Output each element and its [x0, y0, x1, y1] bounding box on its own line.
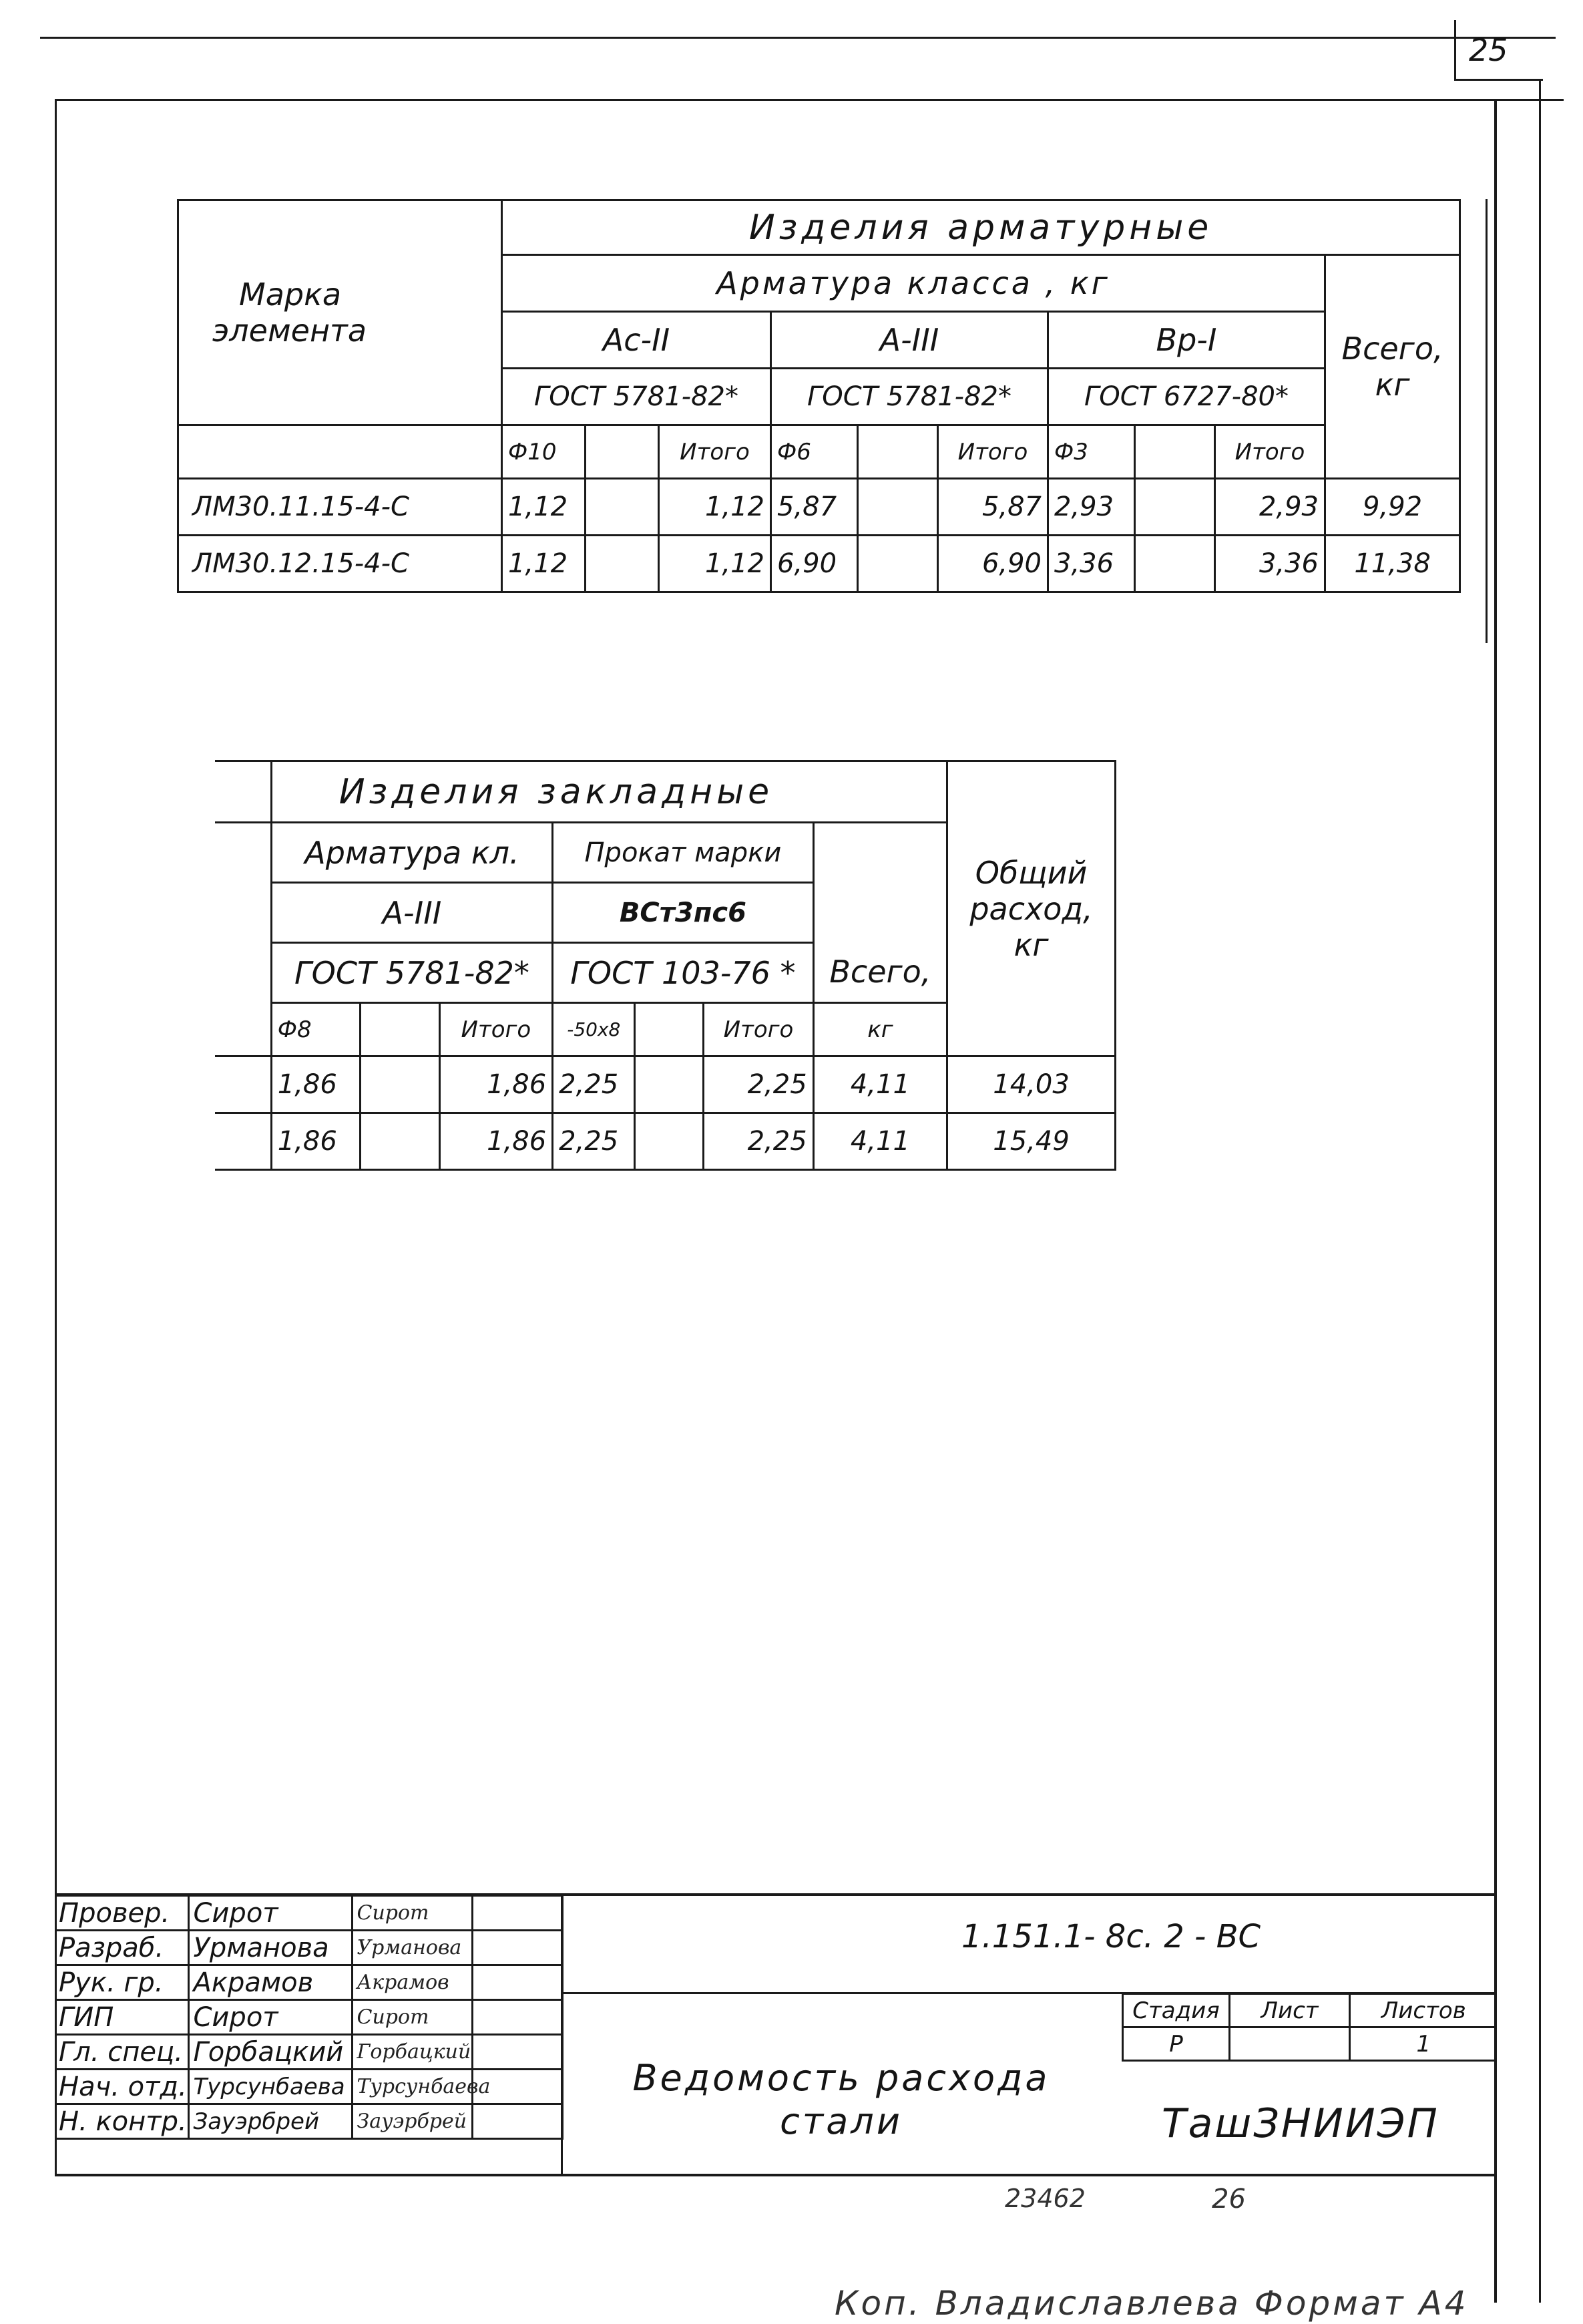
table-row — [215, 1113, 1116, 1170]
class-dia-2: Ф6 — [771, 425, 858, 479]
row-total: 9,92 — [1325, 479, 1460, 536]
stub-cell — [215, 761, 271, 823]
empty-cell — [586, 425, 659, 479]
doc-title — [588, 2057, 1095, 2144]
total-header-cell: Всего, — [813, 823, 947, 1003]
person-name: Горбацкий — [188, 2035, 352, 2070]
stage-value: Р — [1123, 2027, 1230, 2061]
person-name: Акрамов — [188, 1965, 352, 2000]
armature-products-table — [177, 199, 1461, 593]
stub-cell — [215, 823, 271, 1056]
row-value: 2,25 — [704, 1113, 813, 1170]
empty-cell — [858, 536, 938, 592]
embedded-products-table — [215, 760, 1116, 1171]
inventory-number: 23462 — [1005, 2184, 1086, 2213]
row-value: 1,12 — [502, 479, 586, 536]
frame-left-line — [55, 99, 57, 2176]
stub-cell — [215, 1056, 271, 1113]
empty-cell — [635, 1113, 704, 1170]
page-number: 25 — [1469, 32, 1508, 68]
row-overall: 14,03 — [947, 1056, 1116, 1113]
row-value: 2,25 — [553, 1113, 635, 1170]
signature: Сирот — [352, 2000, 472, 2035]
approval-table — [55, 1895, 563, 2140]
person-name: Сирот — [188, 2000, 352, 2035]
overall-header-line1: Общий — [975, 854, 1088, 891]
rolled-title-cell: Прокат марки — [553, 823, 814, 883]
role-label: Рук. гр. — [55, 1965, 188, 2000]
role-label: Разраб. — [55, 1931, 188, 1965]
class-gost-2: ГОСТ 5781-82* — [771, 369, 1048, 425]
class-name-2: А-III — [771, 312, 1048, 369]
overall-header-cell — [947, 761, 1116, 1056]
total-header-line1: Всего, — [1341, 331, 1443, 367]
rolled-gost-cell: ГОСТ 103-76 * — [553, 943, 814, 1003]
overall-header-line3: кг — [1013, 926, 1049, 963]
signature: Горбацкий — [352, 2035, 472, 2070]
empty-cell — [361, 1003, 439, 1056]
doc-title-line2: стали — [780, 2100, 903, 2142]
class-title-cell: Арматура класса , кг — [502, 255, 1325, 312]
class-sum-label-2: Итого — [938, 425, 1048, 479]
stub-cell — [215, 1113, 271, 1170]
row-total: 11,38 — [1325, 536, 1460, 592]
signature: Акрамов — [352, 1965, 472, 2000]
row-value: 2,93 — [1048, 479, 1135, 536]
role-label: Провер. — [55, 1896, 188, 1931]
person-name: Зауэрбрей — [188, 2104, 352, 2139]
total-unit-cell: кг — [813, 1003, 947, 1056]
role-label: Н. контр. — [55, 2104, 188, 2139]
row-value: 2,25 — [704, 1056, 813, 1113]
stage-label: Стадия — [1123, 1994, 1230, 2027]
empty-cell — [361, 1113, 439, 1170]
date-cell — [472, 2035, 562, 2070]
row-overall: 15,49 — [947, 1113, 1116, 1170]
table-row — [178, 536, 1460, 592]
row-value: 6,90 — [771, 536, 858, 592]
bottom-caption: Коп. Владиславлева Формат А4 — [835, 2284, 1469, 2323]
row-value: 1,86 — [271, 1056, 361, 1113]
armature-dia-cell: Ф8 — [271, 1003, 361, 1056]
row-value: 2,25 — [553, 1056, 635, 1113]
date-cell — [472, 2104, 562, 2139]
signature: Урманова — [352, 1931, 472, 1965]
row-mark: ЛМ30.11.15-4-С — [178, 479, 502, 536]
table-row — [215, 1056, 1116, 1113]
class-sum-label-3: Итого — [1215, 425, 1325, 479]
group-title-cell: Изделия арматурные — [502, 200, 1460, 255]
row-value: 3,36 — [1215, 536, 1325, 592]
mark-spacer-cell — [178, 425, 502, 479]
outer-right-line — [1539, 79, 1541, 2303]
row-value: 1,86 — [271, 1113, 361, 1170]
empty-cell — [1135, 536, 1215, 592]
class-name-3: Вр-I — [1048, 312, 1325, 369]
row-mark: ЛМ30.12.15-4-С — [178, 536, 502, 592]
frame-top-line — [55, 99, 1564, 101]
role-label: Гл. спец. — [55, 2035, 188, 2070]
class-gost-3: ГОСТ 6727-80* — [1048, 369, 1325, 425]
signature: Сирот — [352, 1896, 472, 1931]
empty-cell — [635, 1056, 704, 1113]
row-value: 6,90 — [938, 536, 1048, 592]
person-name: Сирот — [188, 1896, 352, 1931]
rolled-sum-label: Итого — [704, 1003, 813, 1056]
empty-cell — [361, 1056, 439, 1113]
empty-cell — [1135, 479, 1215, 536]
date-cell — [472, 2000, 562, 2035]
row-value: 5,87 — [938, 479, 1048, 536]
page-reference: 26 — [1212, 2184, 1246, 2214]
rolled-size-cell: -50х8 — [553, 1003, 635, 1056]
row-value: 1,12 — [659, 479, 771, 536]
armature-title-cell: Арматура кл. — [271, 823, 552, 883]
doc-title-line1: Ведомость расхода — [632, 2057, 1050, 2099]
total-header-line2: кг — [1375, 367, 1410, 403]
row-value: 3,36 — [1048, 536, 1135, 592]
armature-class-cell: А-III — [271, 883, 552, 943]
table1-stub-column — [1459, 199, 1488, 643]
role-label: ГИП — [55, 2000, 188, 2035]
row-total: 4,11 — [813, 1056, 947, 1113]
mark-header-cell — [178, 200, 502, 425]
empty-cell — [1135, 425, 1215, 479]
row-value: 2,93 — [1215, 479, 1325, 536]
mark-header-line1: Марка — [239, 276, 342, 313]
date-cell — [472, 1931, 562, 1965]
class-dia-3: Ф3 — [1048, 425, 1135, 479]
person-name: Урманова — [188, 1931, 352, 1965]
organization-name: ТашЗНИИЭП — [1162, 2100, 1439, 2147]
frame-bottom-line — [55, 2174, 1497, 2176]
empty-cell — [586, 536, 659, 592]
row-value: 1,12 — [659, 536, 771, 592]
top-border-line — [40, 37, 1556, 39]
overall-header-line2: расход, — [969, 890, 1093, 927]
armature-sum-label: Итого — [439, 1003, 553, 1056]
mark-header-line2: элемента — [212, 313, 367, 349]
doc-code: 1.151.1- 8с. 2 - ВС — [961, 1918, 1261, 1955]
table-row — [178, 479, 1460, 536]
signature: Турсунбаева — [352, 2070, 472, 2104]
row-value: 5,87 — [771, 479, 858, 536]
empty-cell — [858, 425, 938, 479]
date-cell — [472, 1965, 562, 2000]
sheets-label: Листов — [1350, 1994, 1497, 2027]
class-gost-1: ГОСТ 5781-82* — [502, 369, 771, 425]
class-sum-label-1: Итого — [659, 425, 771, 479]
row-value: 1,86 — [439, 1056, 553, 1113]
date-cell — [472, 1896, 562, 1931]
empty-cell — [858, 479, 938, 536]
group-title-cell: Изделия закладные — [271, 761, 947, 823]
sheets-value: 1 — [1350, 2027, 1497, 2061]
total-header-cell — [1325, 255, 1460, 479]
class-name-1: Ас-II — [502, 312, 771, 369]
signature: Зауэрбрей — [352, 2104, 472, 2139]
row-value: 1,86 — [439, 1113, 553, 1170]
sheet-label: Лист — [1230, 1994, 1350, 2027]
frame-right-line — [1494, 99, 1497, 2303]
empty-cell — [586, 479, 659, 536]
rolled-grade-cell: ВСт3пс6 — [553, 883, 814, 943]
sheet-value — [1230, 2027, 1350, 2061]
role-label: Нач. отд. — [55, 2070, 188, 2104]
class-dia-1: Ф10 — [502, 425, 586, 479]
armature-gost-cell: ГОСТ 5781-82* — [271, 943, 552, 1003]
empty-cell — [635, 1003, 704, 1056]
row-value: 1,12 — [502, 536, 586, 592]
stage-table — [1122, 1993, 1497, 2062]
row-total: 4,11 — [813, 1113, 947, 1170]
person-name: Турсунбаева — [188, 2070, 352, 2104]
